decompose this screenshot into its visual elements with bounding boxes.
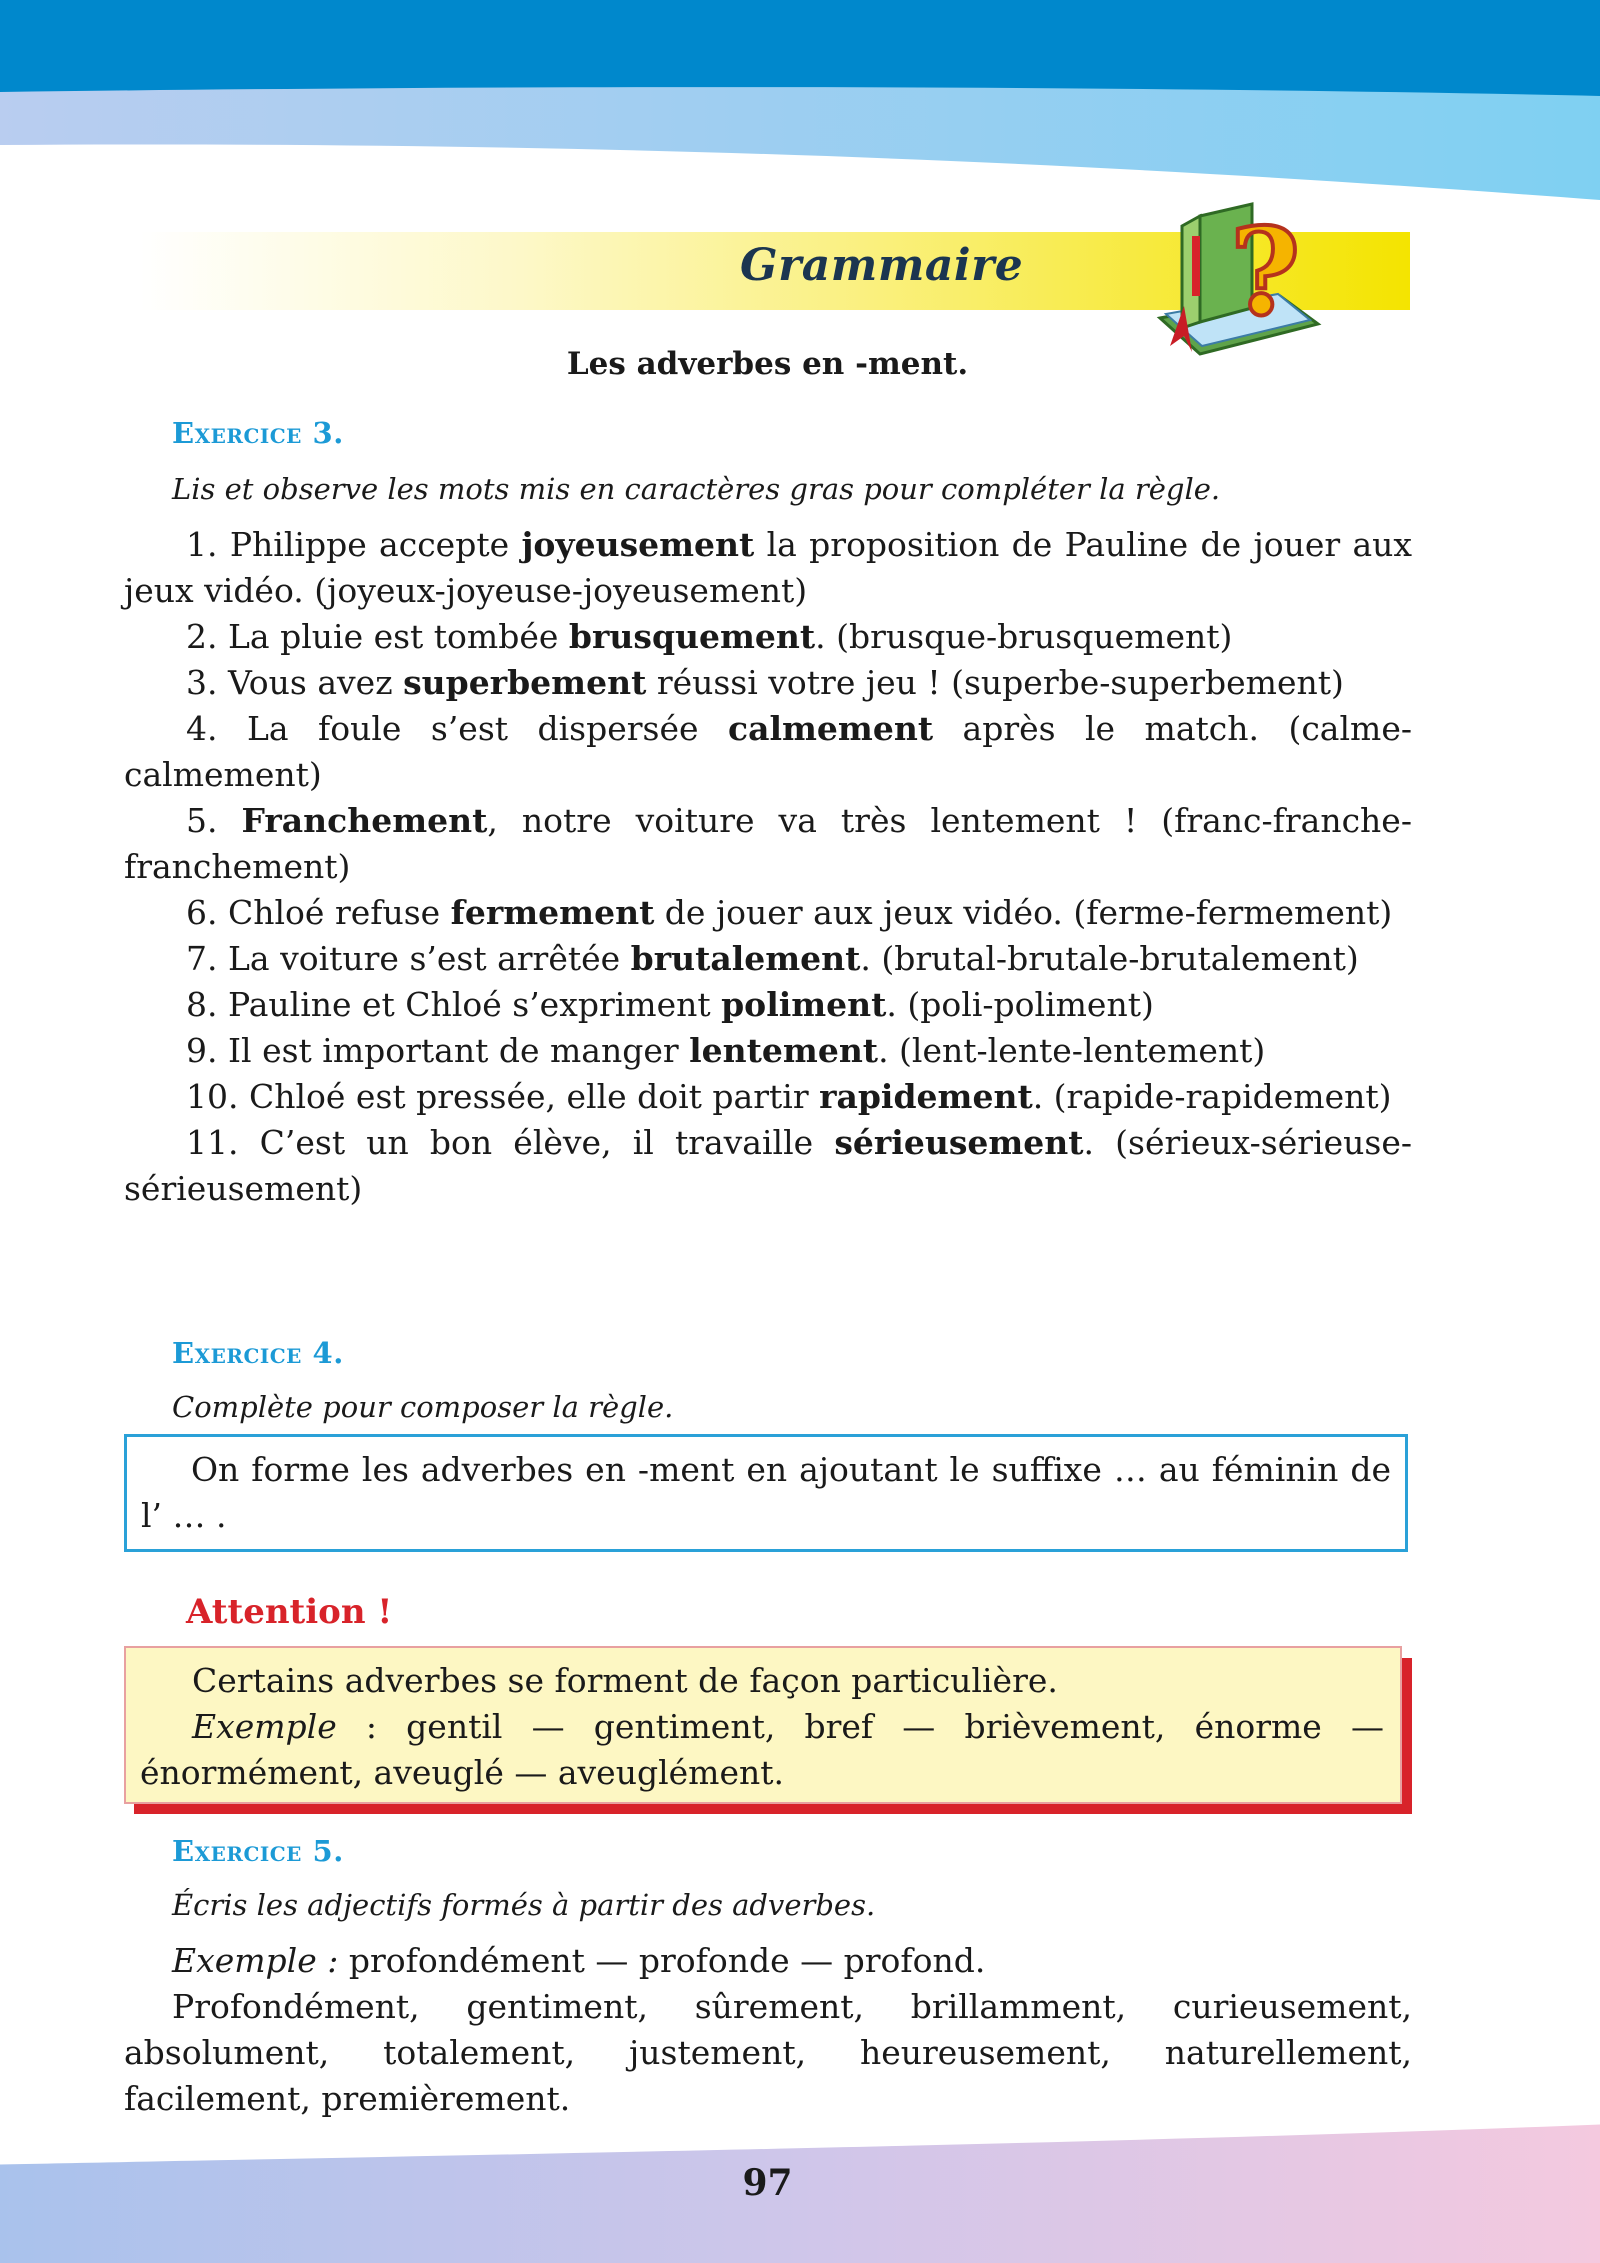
item-number: 3. xyxy=(186,663,218,702)
exercise-3-item xyxy=(124,614,1412,660)
item-adverb: sérieusement xyxy=(834,1123,1084,1162)
item-text-after: après le match. (calme-calmement) xyxy=(124,709,1413,794)
exercise-3-item xyxy=(124,982,1412,1028)
item-number: 6. xyxy=(186,893,218,932)
exercise-3-item xyxy=(124,660,1412,706)
item-number: 10. xyxy=(186,1077,239,1116)
item-number: 4. xyxy=(186,709,218,748)
item-text-before: C’est un bon élève, il travaille xyxy=(259,1123,835,1162)
item-adverb: superbement xyxy=(403,663,647,702)
exercise-5-example-text: profondément — profonde — profond. xyxy=(338,1941,986,1980)
exercise-3-heading: Exercice 3. xyxy=(172,416,344,450)
item-text-before: Vous avez xyxy=(228,663,404,702)
attention-example xyxy=(140,1704,1384,1796)
item-text-after: . (rapide-rapidement) xyxy=(1032,1077,1392,1116)
exercise-3-item xyxy=(124,1120,1412,1212)
section-title: Grammaire xyxy=(740,240,1024,291)
item-text-before: La voiture s’est arrêtée xyxy=(228,939,631,978)
exercise-5-example xyxy=(124,1938,1412,1984)
item-text-after: réussi votre jeu ! (superbe-superbement) xyxy=(646,663,1344,702)
item-adverb: rapidement xyxy=(819,1077,1033,1116)
item-text-before: Chloé refuse xyxy=(228,893,451,932)
item-text-before: Chloé est pressée, elle doit partir xyxy=(248,1077,820,1116)
exercise-3-item xyxy=(124,706,1412,798)
exercise-3-item xyxy=(124,1074,1412,1120)
item-adverb: Franchement xyxy=(241,801,488,840)
item-adverb: fermement xyxy=(450,893,655,932)
exercise-3-item xyxy=(124,1028,1412,1074)
item-number: 1. xyxy=(186,525,218,564)
item-number: 11. xyxy=(186,1123,239,1162)
item-text-after: de jouer aux jeux vidéo. (ferme-fermement) xyxy=(654,893,1393,932)
item-text-after: . (poli-poliment) xyxy=(886,985,1154,1024)
rule-text: On forme les adverbes en -ment en ajoutant le suffixe … au féminin de l’ … . xyxy=(141,1450,1391,1535)
item-text-before: Philippe accepte xyxy=(229,525,522,564)
item-adverb: joyeusement xyxy=(521,525,755,564)
item-text-after: , notre voiture va très lentement ! (franc-franche-franchement) xyxy=(124,801,1412,886)
exercise-4-heading: Exercice 4. xyxy=(172,1336,344,1370)
attention-heading: Attention ! xyxy=(186,1592,393,1632)
page-number: 97 xyxy=(742,2162,793,2204)
item-number: 2. xyxy=(186,617,218,656)
exercise-5-body xyxy=(124,1938,1412,2122)
item-text-before: La pluie est tombée xyxy=(228,617,569,656)
exercise-5-word-list: Profondément, gentiment, sûrement, brillamment, curieusement, absolument, totalement, justement, heureusement, naturellement, facilement, premièrement. xyxy=(124,1987,1412,2118)
item-text-after: . (sérieux-sérieuse-sérieusement) xyxy=(124,1123,1413,1208)
exercise-3-item xyxy=(124,936,1412,982)
item-adverb: brutalement xyxy=(630,939,861,978)
item-text-after: . (brutal-brutale-brutalement) xyxy=(860,939,1359,978)
exercise-4-instruction: Complète pour composer la règle. xyxy=(172,1390,674,1424)
exercise-3-item xyxy=(124,890,1412,936)
attention-example-label: Exemple xyxy=(192,1707,337,1746)
item-text-before: La foule s’est dispersée xyxy=(246,709,728,748)
item-text-before: Il est important de manger xyxy=(228,1031,690,1070)
item-number: 5. xyxy=(186,801,218,840)
exercise-5-heading: Exercice 5. xyxy=(172,1834,344,1868)
exercise-3-list xyxy=(124,522,1412,1212)
exercise-3-item xyxy=(124,522,1412,614)
top-decorative-band xyxy=(0,0,1600,200)
item-text-before: Pauline et Chloé s’expriment xyxy=(228,985,722,1024)
exercise-5-example-label: Exemple : xyxy=(172,1941,339,1980)
exercise-3-item xyxy=(124,798,1412,890)
item-adverb: calmement xyxy=(727,709,934,748)
rule-box xyxy=(124,1434,1408,1552)
item-adverb: lentement xyxy=(689,1031,879,1070)
exercise-3-instruction: Lis et observe les mots mis en caractères gras pour compléter la règle. xyxy=(172,472,1221,506)
item-text-after: la proposition de Pauline de jouer aux jeux vidéo. (joyeux-joyeuse-joyeusement) xyxy=(124,525,1412,610)
item-text-after: . (brusque-brusquement) xyxy=(815,617,1233,656)
attention-box xyxy=(124,1646,1402,1804)
item-number: 9. xyxy=(186,1031,218,1070)
item-text-after: . (lent-lente-lentement) xyxy=(878,1031,1266,1070)
item-number: 8. xyxy=(186,985,218,1024)
attention-line: Certains adverbes se forment de façon particulière. xyxy=(192,1661,1058,1700)
exercise-5-instruction: Écris les adjectifs formés à partir des adverbes. xyxy=(172,1888,876,1922)
item-number: 7. xyxy=(186,939,218,978)
svg-text:?: ? xyxy=(1230,202,1301,343)
item-adverb: poliment xyxy=(721,985,887,1024)
lesson-subtitle: Les adverbes en -ment. xyxy=(566,346,969,382)
item-adverb: brusquement xyxy=(568,617,816,656)
attention-example-text: : gentil — gentiment, bref — brièvement, énorme — énormément, aveuglé — aveuglément. xyxy=(140,1707,1384,1792)
book-question-mark-icon xyxy=(1140,196,1330,366)
